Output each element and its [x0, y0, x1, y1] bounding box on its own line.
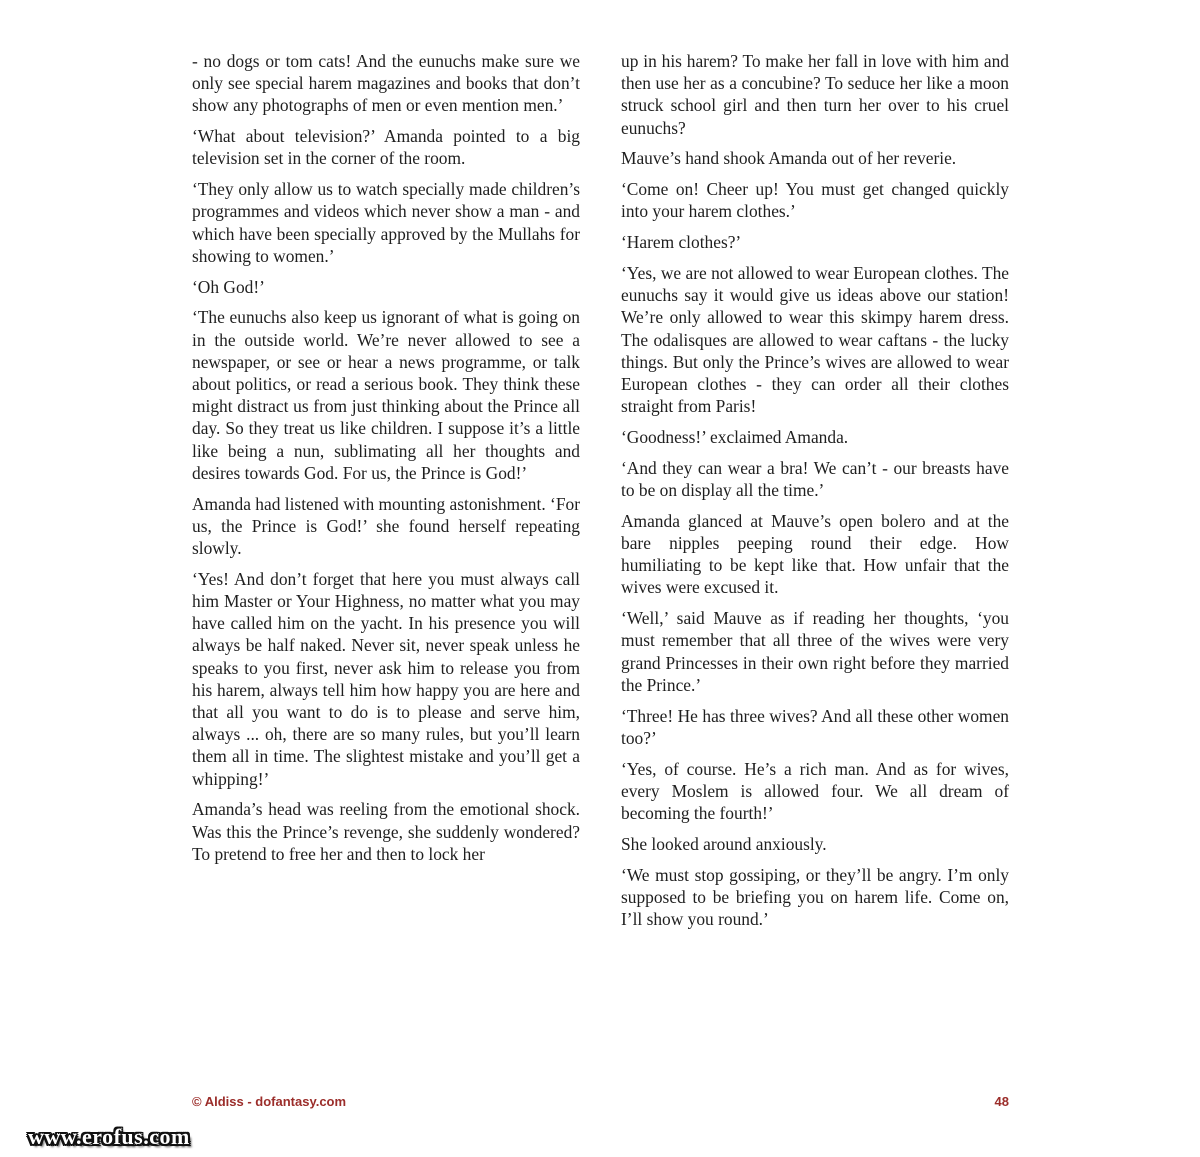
paragraph: ‘Yes! And don’t forget that here you must always call him Master or Your Highness, no matter what you may have called him on the yacht. In his presence you will always be half naked. Never sit, never speak unless he speaks to you first, never ask him to release you from his harem, always tell him how happy you are here and that all you want to do is to please and serve him, always ... oh, there are so many rules, but you’ll learn them all in time. The slightest mistake and you’ll get a whipping!’	[192, 568, 580, 789]
paragraph: ‘The eunuchs also keep us ignorant of what is going on in the outside world. We’re never allowed to see a newspaper, or see or hear a news programme, or talk about politics, or read a serious book. They think these might distract us from just thinking about the Prince all day. So they treat us like children. I suppose it’s a little like being a nun, sublimating all her thoughts and desires towards God. For us, the Prince is God!’	[192, 307, 580, 483]
paragraph: Mauve’s hand shook Amanda out of her reverie.	[621, 148, 957, 169]
paragraph: ‘Yes, we are not allowed to wear European clothes. The eunuchs say it would give us ideas above our station! We’re only allowed to wear this skimpy harem dress. The odalisques are allowed to wear caftans - the lucky things. But only the Prince’s wives are allowed to wear European clothes - they can order all their clothes straight from Paris!	[621, 263, 1009, 417]
page-number: 48	[994, 1094, 1009, 1109]
left-text-column	[192, 50, 580, 874]
paragraph: ‘Well,’ said Mauve as if reading her thoughts, ‘you must remember that all three of the wives were very grand Princesses in their own right before they married the Prince.’	[621, 608, 1009, 695]
paragraph: up in his harem? To make her fall in love with him and then use her as a concubine? To seduce her like a moon struck school girl and then turn her over to his cruel eunuchs?	[621, 51, 1009, 138]
paragraph: ‘They only allow us to watch specially made children’s programmes and videos which never show a man - and which have been specially approved by the Mullahs for showing to women.’	[192, 179, 580, 266]
paragraph: - no dogs or tom cats! And the eunuchs make sure we only see special harem magazines and books that don’t show any photographs of men or even mention men.’	[192, 51, 580, 116]
paragraph: ‘Yes, of course. He’s a rich man. And as for wives, every Moslem is allowed four. We all dream of becoming the fourth!’	[621, 758, 1009, 824]
paragraph: Amanda’s head was reeling from the emotional shock. Was this the Prince’s revenge, she suddenly wondered? To pretend to free her and then to lock her	[192, 799, 580, 864]
footer-credit: © Aldiss - dofantasy.com	[192, 1094, 347, 1109]
paragraph: Amanda had listened with mounting astonishment. ‘For us, the Prince is God!’ she found herself repeating slowly.	[192, 493, 580, 559]
paragraph: Amanda glanced at Mauve’s open bolero and at the bare nipples peeping round their edge. How humiliating to be kept like that. How unfair that the wives were excused it.	[621, 510, 1009, 598]
paragraph: ‘We must stop gossiping, or they’ll be angry. I’m only supposed to be briefing you on harem life. Come on, I’ll show you round.’	[621, 864, 1009, 930]
paragraph: ‘Goodness!’ exclaimed Amanda.	[621, 427, 849, 448]
paragraph: ‘What about television?’ Amanda pointed to a big television set in the corner of the room.	[192, 126, 580, 169]
watermark: www.erofus.com	[28, 1124, 190, 1149]
paragraph: She looked around anxiously.	[621, 833, 827, 854]
paragraph: ‘Three! He has three wives? And all these other women too?’	[621, 705, 1009, 748]
paragraph: ‘Harem clothes?’	[621, 232, 742, 253]
right-text-column	[621, 50, 1009, 939]
paragraph: ‘Oh God!’	[192, 276, 265, 297]
paragraph: ‘And they can wear a bra! We can’t - our breasts have to be on display all the time.’	[621, 457, 1009, 501]
paragraph: ‘Come on! Cheer up! You must get changed quickly into your harem clothes.’	[621, 179, 1009, 222]
